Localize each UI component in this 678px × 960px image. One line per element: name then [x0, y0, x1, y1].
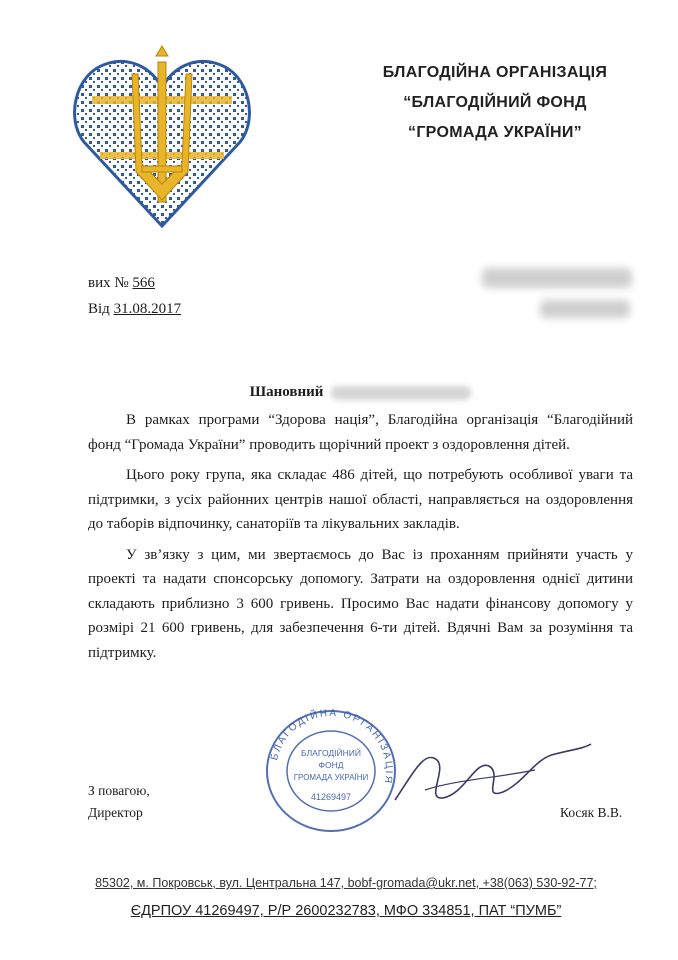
org-name-line1: БЛАГОДІЙНА ОРГАНІЗАЦІЯ [382, 64, 608, 81]
redacted-name [331, 386, 471, 400]
stamp-code: 41269497 [310, 792, 352, 802]
organization-stamp [262, 706, 400, 836]
redacted-recipient [482, 268, 632, 288]
org-name-line2: “БЛАГОДІЙНИЙ ФОНД [403, 94, 587, 111]
stamp-line1: БЛАГОДІЙНИЙ [301, 748, 361, 758]
letter-date [88, 298, 181, 320]
signatory-title: Директор [88, 805, 143, 820]
stamp-line2: ФОНД [318, 760, 344, 770]
paragraph-3: У зв’язку з цим, ми звертаємось до Вас із проханням прийняти участь у проекті та надати спонсорську допомогу. Затрати на оздоровлення однієї дитини складають приблизно 3 600 гривень. Просимо Вас надати фінансову допомогу у розмірі 21 600 гривень, для забезпечення 6-ти дітей. Вдячні Вам за розуміння та підтримку. [88, 546, 633, 661]
salutation [88, 384, 633, 401]
organization-name [330, 58, 660, 148]
stamp-line3: ГРОМАДА УКРАЇНИ [293, 773, 369, 782]
heart-trident-logo [72, 44, 252, 234]
salutation-text: Шановний [249, 384, 324, 400]
letter-body [88, 408, 633, 671]
redacted-recipient-line2 [540, 300, 630, 318]
footer-bank-codes: ЄДРПОУ 41269497, Р/Р 2600232783, МФО 334851, ПАТ “ПУМБ” [130, 903, 562, 919]
letter-date-value: 31.08.2017 [113, 301, 182, 317]
footer-address: 85302, м. Покровськ, вул. Центральна 147, bobf-gromada@ukr.net, +38(063) 530-92-77; [95, 876, 597, 890]
outgoing-number-label: вих № [88, 275, 129, 291]
outgoing-number-value: 566 [132, 275, 155, 291]
outgoing-number [88, 272, 155, 294]
paragraph-2: Цього року група, яка складає 486 дітей, що потребують особливої уваги та підтримки, з усіх районних центрів нашої області, направляється на оздоровлення до таборів відпочинку, санаторіїв та лікувальних закладів. [88, 467, 633, 532]
org-name-line3: “ГРОМАДА УКРАЇНИ” [408, 124, 582, 141]
letter-date-label: Від [88, 301, 110, 317]
closing-phrase: З повагою, [88, 783, 150, 798]
paragraph-1: В рамках програми “Здорова нація”, Благодійна організація “Благодійний фонд “Громада України” проводить щорічний проект з оздоровлення дітей. [88, 412, 633, 453]
signatory-name: Косяк В.В. [560, 805, 623, 820]
stamp-ring-text: БЛАГОДІЙНА ОРГАНІЗАЦІЯ [269, 707, 395, 786]
